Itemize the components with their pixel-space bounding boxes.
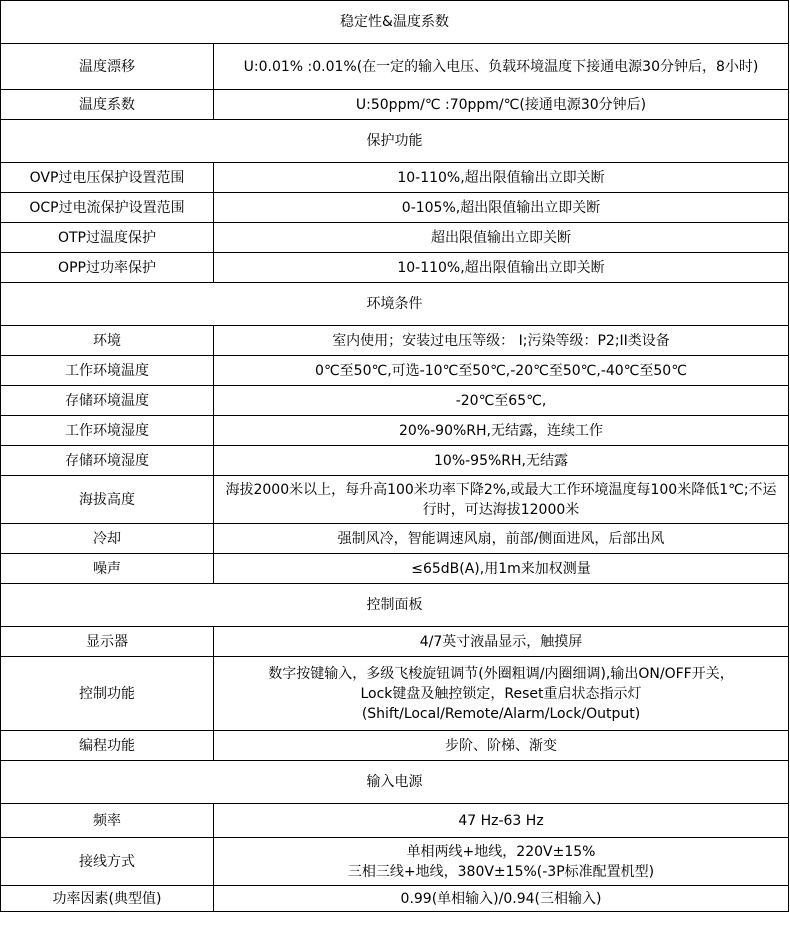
row-value: 数字按键输入，多级飞梭旋钮调节(外圈粗调/内圈细调),输出ON/OFF开关， Lock键盘及触控锁定，Reset重启状态指示灯 (Shift/Local/Remote/Alarm/Lock/Output) bbox=[214, 657, 789, 731]
section-title: 稳定性&温度系数 bbox=[1, 1, 789, 44]
section-title: 控制面板 bbox=[1, 584, 789, 627]
section-title: 输入电源 bbox=[1, 761, 789, 804]
section-header-row bbox=[1, 761, 789, 804]
table-row bbox=[1, 90, 789, 120]
row-label: OVP过电压保护设置范围 bbox=[1, 163, 214, 193]
table-row bbox=[1, 731, 789, 761]
row-label: 冷却 bbox=[1, 524, 214, 554]
table-row bbox=[1, 193, 789, 223]
table-row bbox=[1, 163, 789, 193]
row-label: 温度系数 bbox=[1, 90, 214, 120]
row-label: 工作环境湿度 bbox=[1, 416, 214, 446]
section-header-row bbox=[1, 584, 789, 627]
row-label: 编程功能 bbox=[1, 731, 214, 761]
table-row bbox=[1, 326, 789, 356]
row-value: 0-105%,超出限值输出立即关断 bbox=[214, 193, 789, 223]
row-label: 噪声 bbox=[1, 554, 214, 584]
table-row bbox=[1, 476, 789, 524]
table-row bbox=[1, 657, 789, 731]
table-row bbox=[1, 416, 789, 446]
row-value: U:0.01% :0.01%(在一定的输入电压、负载环境温度下接通电源30分钟后，8小时) bbox=[214, 44, 789, 90]
row-value: 室内使用；安装过电压等级： I;污染等级：P2;II类设备 bbox=[214, 326, 789, 356]
table-row bbox=[1, 223, 789, 253]
row-label: 频率 bbox=[1, 804, 214, 838]
row-label: 控制功能 bbox=[1, 657, 214, 731]
row-label: 工作环境温度 bbox=[1, 356, 214, 386]
section-header-row bbox=[1, 1, 789, 44]
row-value: 单相两线+地线，220V±15% 三相三线+地线，380V±15%(-3P标准配置机型) bbox=[214, 838, 789, 886]
row-value: 0℃至50℃,可选-10℃至50℃,-20℃至50℃,-40℃至50℃ bbox=[214, 356, 789, 386]
section-header-row bbox=[1, 120, 789, 163]
row-value: 10-110%,超出限值输出立即关断 bbox=[214, 163, 789, 193]
row-value: 47 Hz-63 Hz bbox=[214, 804, 789, 838]
row-label: 显示器 bbox=[1, 627, 214, 657]
table-row bbox=[1, 627, 789, 657]
row-label: OCP过电流保护设置范围 bbox=[1, 193, 214, 223]
section-title: 保护功能 bbox=[1, 120, 789, 163]
table-row bbox=[1, 838, 789, 886]
row-value: 海拔2000米以上，每升高100米功率下降2%,或最大工作环境温度每100米降低1℃;不运行时，可达海拔12000米 bbox=[214, 476, 789, 524]
table-row bbox=[1, 253, 789, 283]
row-label: 温度漂移 bbox=[1, 44, 214, 90]
table-row bbox=[1, 554, 789, 584]
row-label: 存储环境湿度 bbox=[1, 446, 214, 476]
row-label: OPP过功率保护 bbox=[1, 253, 214, 283]
row-value: 强制风冷，智能调速风扇，前部/侧面进风，后部出风 bbox=[214, 524, 789, 554]
section-header-row bbox=[1, 283, 789, 326]
row-value: -20℃至65℃, bbox=[214, 386, 789, 416]
row-value: 步阶、阶梯、渐变 bbox=[214, 731, 789, 761]
table-row bbox=[1, 804, 789, 838]
row-value: 10%-95%RH,无结露 bbox=[214, 446, 789, 476]
table-row bbox=[1, 356, 789, 386]
row-value: 超出限值输出立即关断 bbox=[214, 223, 789, 253]
row-value: 10-110%,超出限值输出立即关断 bbox=[214, 253, 789, 283]
row-label: 海拔高度 bbox=[1, 476, 214, 524]
table-row bbox=[1, 386, 789, 416]
row-value: U:50ppm/℃ :70ppm/℃(接通电源30分钟后) bbox=[214, 90, 789, 120]
row-label: OTP过温度保护 bbox=[1, 223, 214, 253]
table-row bbox=[1, 886, 789, 912]
row-value: ≤65dB(A),用1m来加权测量 bbox=[214, 554, 789, 584]
row-label: 存储环境温度 bbox=[1, 386, 214, 416]
row-value: 20%-90%RH,无结露，连续工作 bbox=[214, 416, 789, 446]
row-label: 环境 bbox=[1, 326, 214, 356]
table-row bbox=[1, 44, 789, 90]
table-row bbox=[1, 446, 789, 476]
row-label: 接线方式 bbox=[1, 838, 214, 886]
section-title: 环境条件 bbox=[1, 283, 789, 326]
row-value: 0.99(单相输入)/0.94(三相输入) bbox=[214, 886, 789, 912]
table-row bbox=[1, 524, 789, 554]
row-label: 功率因素(典型值) bbox=[1, 886, 214, 912]
row-value: 4/7英寸液晶显示，触摸屏 bbox=[214, 627, 789, 657]
